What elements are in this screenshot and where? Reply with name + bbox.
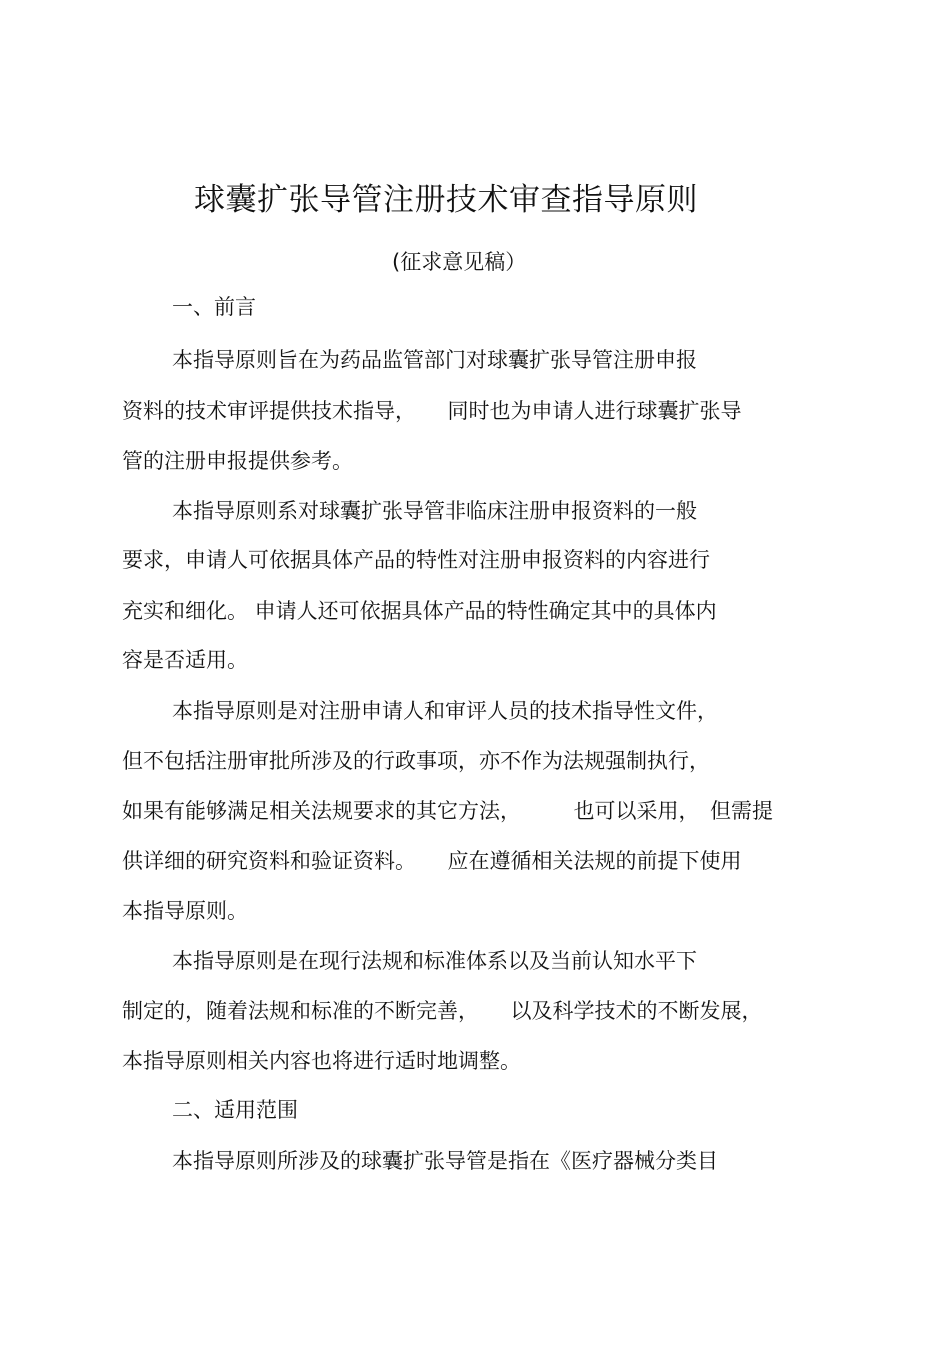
paragraph-line: 制定的，随着法规和标准的不断完善， 以及科学技术的不断发展， — [122, 999, 763, 1023]
paragraph-line: 如果有能够满足相关法规要求的其它方法， 也可以采用， 但需提 — [122, 799, 773, 823]
section-heading-scope: 二、适用范围 — [172, 1098, 298, 1122]
paragraph-line: 本指导原则系对球囊扩张导管非临床注册申报资料的一般 — [172, 499, 697, 523]
section-heading-preface: 一、前言 — [172, 295, 256, 319]
paragraph-line: 供详细的研究资料和验证资料。 应在遵循相关法规的前提下使用 — [122, 849, 742, 873]
paragraph-line: 本指导原则。 — [122, 899, 248, 923]
paragraph-line: 要求，申请人可依据具体产品的特性对注册申报资料的内容进行 — [122, 548, 710, 572]
paragraph-line: 本指导原则相关内容也将进行适时地调整。 — [122, 1049, 521, 1073]
paragraph-line: 本指导原则所涉及的球囊扩张导管是指在《医疗器械分类目 — [172, 1149, 718, 1173]
paragraph-line: 本指导原则旨在为药品监管部门对球囊扩张导管注册申报 — [172, 348, 697, 372]
paragraph-line: 本指导原则是在现行法规和标准体系以及当前认知水平下 — [172, 949, 697, 973]
paragraph-line: 资料的技术审评提供技术指导， 同时也为申请人进行球囊扩张导 — [122, 399, 742, 423]
paragraph-line: 但不包括注册审批所涉及的行政事项，亦不作为法规强制执行， — [122, 749, 710, 773]
document-subtitle: (征求意见稿） — [392, 250, 527, 274]
paragraph-line: 本指导原则是对注册申请人和审评人员的技术指导性文件， — [172, 699, 718, 723]
paragraph-line: 管的注册申报提供参考。 — [122, 449, 353, 473]
paragraph-line: 容是否适用。 — [122, 648, 248, 672]
paragraph-line: 充实和细化。 申请人还可依据具体产品的特性确定其中的具体内 — [122, 599, 717, 623]
document-title: 球囊扩张导管注册技术审查指导原则 — [194, 182, 698, 218]
